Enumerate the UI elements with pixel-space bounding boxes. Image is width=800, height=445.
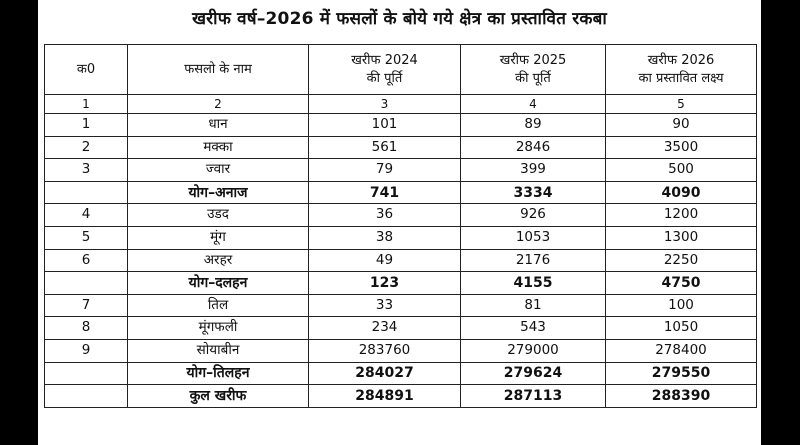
column-index-cell: 1	[45, 95, 128, 114]
serial-cell: 4	[45, 204, 128, 227]
serial-cell: 7	[45, 294, 128, 317]
kharif-2026-cell: 3500	[606, 136, 757, 159]
kharif-2026-cell: 4750	[606, 272, 757, 295]
table-row	[45, 159, 757, 182]
crop-name-cell: योग–तिलहन	[128, 362, 309, 385]
kharif-2025-cell: 2846	[461, 136, 606, 159]
column-header-line: क0	[76, 61, 96, 77]
crop-name-cell: तिल	[128, 294, 309, 317]
serial-cell: 5	[45, 226, 128, 249]
header-row	[45, 45, 757, 95]
kharif-2024-cell: 561	[309, 136, 461, 159]
column-index-cell: 3	[309, 95, 461, 114]
kharif-2024-cell: 284027	[309, 362, 461, 385]
crop-name-cell: कुल खरीफ	[128, 385, 309, 408]
kharif-2025-cell: 4155	[461, 272, 606, 295]
column-header-line: खरीफ 2026	[647, 52, 715, 68]
serial-cell: 1	[45, 114, 128, 137]
kharif-2024-cell: 49	[309, 249, 461, 272]
kharif-2024-cell: 284891	[309, 385, 461, 408]
column-header	[128, 45, 309, 95]
kharif-2026-cell: 500	[606, 159, 757, 182]
table-row	[45, 204, 757, 227]
serial-cell: 3	[45, 159, 128, 182]
kharif-2025-cell: 399	[461, 159, 606, 182]
column-header-line: का प्रस्तावित लक्ष्य	[638, 70, 724, 86]
table-row	[45, 249, 757, 272]
crop-area-table	[44, 44, 757, 408]
serial-cell: 6	[45, 249, 128, 272]
table-row	[45, 226, 757, 249]
serial-cell	[45, 362, 128, 385]
kharif-2026-cell: 90	[606, 114, 757, 137]
document-title: खरीफ वर्ष–2026 में फसलों के बोये गये क्षेत्र का प्रस्तावित रकबा	[192, 9, 607, 29]
kharif-2025-cell: 1053	[461, 226, 606, 249]
kharif-2026-cell: 278400	[606, 339, 757, 362]
total-row	[45, 272, 757, 295]
kharif-2025-cell: 2176	[461, 249, 606, 272]
kharif-2026-cell: 279550	[606, 362, 757, 385]
serial-cell: 8	[45, 317, 128, 340]
kharif-2025-cell: 926	[461, 204, 606, 227]
column-header-line: खरीफ 2024	[351, 52, 418, 68]
column-header-line: की पूर्ति	[366, 70, 403, 86]
table-row	[45, 294, 757, 317]
kharif-2025-cell: 279000	[461, 339, 606, 362]
column-header-line: फसलो के नाम	[184, 61, 252, 77]
column-index-cell: 5	[606, 95, 757, 114]
serial-cell	[45, 272, 128, 295]
column-header	[461, 45, 606, 95]
total-row	[45, 385, 757, 408]
kharif-2024-cell: 234	[309, 317, 461, 340]
table-row	[45, 136, 757, 159]
kharif-2025-cell: 543	[461, 317, 606, 340]
column-header	[309, 45, 461, 95]
column-index-cell: 2	[128, 95, 309, 114]
table-row	[45, 114, 757, 137]
serial-cell: 2	[45, 136, 128, 159]
document-page	[38, 0, 761, 445]
crop-name-cell: धान	[128, 114, 309, 137]
kharif-2026-cell: 1300	[606, 226, 757, 249]
total-row	[45, 362, 757, 385]
column-header	[45, 45, 128, 95]
kharif-2024-cell: 741	[309, 181, 461, 204]
serial-cell	[45, 385, 128, 408]
kharif-2025-cell: 81	[461, 294, 606, 317]
crop-name-cell: ज्वार	[128, 159, 309, 182]
kharif-2025-cell: 3334	[461, 181, 606, 204]
crop-name-cell: योग–दलहन	[128, 272, 309, 295]
column-header-line: खरीफ 2025	[499, 52, 567, 68]
kharif-2026-cell: 2250	[606, 249, 757, 272]
column-index-row	[45, 95, 757, 114]
kharif-2025-cell: 287113	[461, 385, 606, 408]
kharif-2024-cell: 101	[309, 114, 461, 137]
serial-cell: 9	[45, 339, 128, 362]
kharif-2026-cell: 100	[606, 294, 757, 317]
kharif-2024-cell: 283760	[309, 339, 461, 362]
kharif-2024-cell: 33	[309, 294, 461, 317]
kharif-2024-cell: 123	[309, 272, 461, 295]
column-index-cell: 4	[461, 95, 606, 114]
table-body	[45, 45, 757, 408]
table-row	[45, 317, 757, 340]
kharif-2024-cell: 79	[309, 159, 461, 182]
kharif-2026-cell: 1050	[606, 317, 757, 340]
kharif-2025-cell: 279624	[461, 362, 606, 385]
total-row	[45, 181, 757, 204]
serial-cell	[45, 181, 128, 204]
table-row	[45, 339, 757, 362]
crop-name-cell: सोयाबीन	[128, 339, 309, 362]
crop-name-cell: अरहर	[128, 249, 309, 272]
column-header	[606, 45, 757, 95]
crop-name-cell: उडद	[128, 204, 309, 227]
crop-name-cell: मक्का	[128, 136, 309, 159]
kharif-2025-cell: 89	[461, 114, 606, 137]
kharif-2026-cell: 1200	[606, 204, 757, 227]
kharif-2026-cell: 4090	[606, 181, 757, 204]
column-header-line: की पूर्ति	[515, 70, 551, 86]
crop-name-cell: मूंगफली	[128, 317, 309, 340]
kharif-2024-cell: 38	[309, 226, 461, 249]
kharif-2024-cell: 36	[309, 204, 461, 227]
crop-name-cell: मूंग	[128, 226, 309, 249]
crop-name-cell: योग–अनाज	[128, 181, 309, 204]
kharif-2026-cell: 288390	[606, 385, 757, 408]
